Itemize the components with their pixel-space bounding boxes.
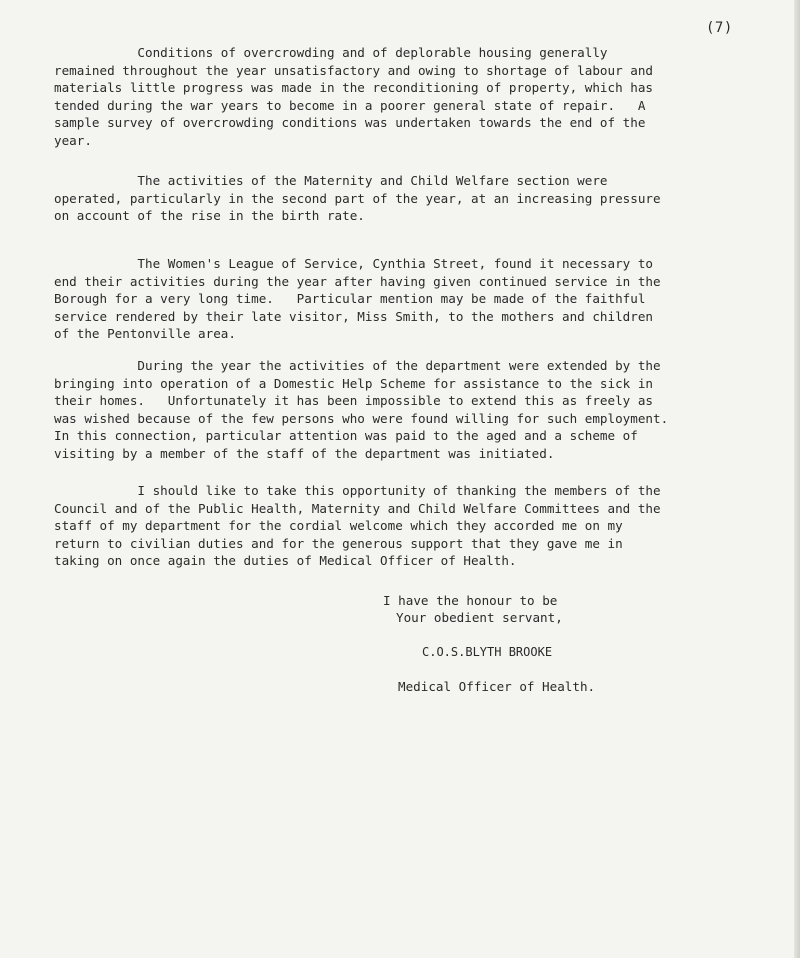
paragraph-housing: Conditions of overcrowding and of deplorable housing generally remained throughout the year unsatisfactory and owing to shortage of labour and materials little progress was made in the reconditioning of property, which has tended during the war years to become in a poorer general state of repair. A sample survey of overcrowding conditions was undertaken towards the end of the year. bbox=[54, 45, 653, 148]
closing-honour: I have the honour to be bbox=[383, 593, 558, 608]
page-edge bbox=[794, 0, 800, 958]
paragraph-maternity-child-welfare: The activities of the Maternity and Child Welfare section were operated, particularly in the second part of the year, at an increasing pressure on account of the rise in the birth rate. bbox=[54, 173, 661, 224]
paragraph-thanks: I should like to take this opportunity of thanking the members of the Council and of the Public Health, Maternity and Child Welfare Committees and the staff of my department for the cordial welcome which they accorded me on my return to civilian duties and for the generous support that they gave me in taking on once again the duties of Medical Officer of Health. bbox=[54, 483, 661, 569]
paragraph-domestic-help: During the year the activities of the department were extended by the bringing into operation of a Domestic Help Scheme for assistance to the sick in their homes. Unfortunately it has been impossible to extend this as freely as was wished because of the few persons who were found willing for such employment. In this connection, particular attention was paid to the aged and a scheme of visiting by a member of the staff of the department was initiated. bbox=[54, 358, 669, 461]
signature-title: Medical Officer of Health. bbox=[398, 679, 596, 694]
page-number: (7) bbox=[706, 20, 733, 36]
closing-servant: Your obedient servant, bbox=[396, 610, 563, 625]
paragraph-womens-league: The Women's League of Service, Cynthia Street, found it necessary to end their activities during the year after having given continued service in the Borough for a very long time. Particular mention may be made of the faithful service rendered by their late visitor, Miss Smith, to the mothers and children of the Pentonville area. bbox=[54, 256, 661, 342]
signature-name: C.O.S.BLYTH BROOKE bbox=[422, 645, 553, 659]
